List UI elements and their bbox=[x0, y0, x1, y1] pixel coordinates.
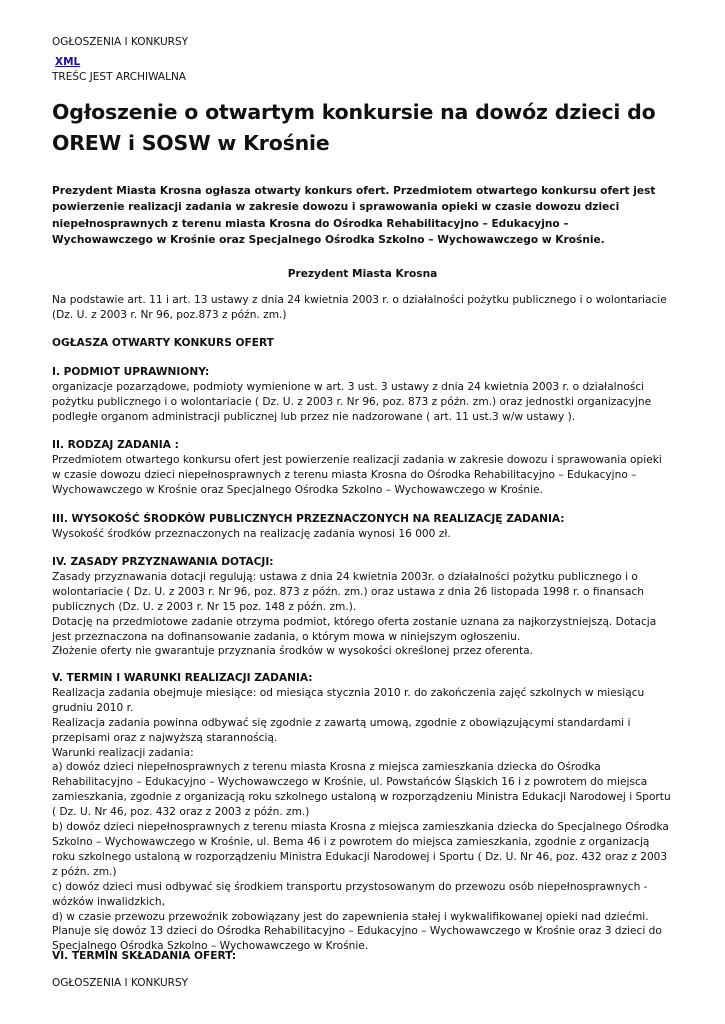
announce-heading: OGŁASZA OTWARTY KONKURS OFERT bbox=[52, 337, 274, 349]
page-title: Ogłoszenie o otwartym konkursie na dowóz dzieci do OREW i SOSW w Krośnie bbox=[52, 100, 656, 155]
legal-basis: Na podstawie art. 11 i art. 13 ustawy z dnia 24 kwietnia 2003 r. o działalności pożytku publicznego i o wolontariacie (Dz. U. z 2003 r. Nr 96, poz.873 z późn. zm.) bbox=[52, 294, 667, 321]
section-3-text: Wysokość środków przeznaczonych na realizację zadania wynosi 16 000 zł. bbox=[52, 527, 451, 540]
section-2-text: Przedmiotem otwartego konkursu ofert jest powierzenie realizacji zadania w zakresie dowozu i sprawowania opieki w czasie dowozu dzieci niepełnosprawnych z terenu miasta Krosna do Ośrodka Rehabilitacyjno – Edukacyjno – Wychowawczego w Krośnie oraz Specjalnego Ośrodka Szkolno – Wychowawczego w Krośnie. bbox=[52, 453, 662, 496]
section-4-paragraph: Zasady przyznawania dotacji regulują: ustawa z dnia 24 kwietnia 2003r. o działalności pożytku publicznego i o wolontariacie ( Dz. U. z 2003 r. Nr 96, poz. 873 z późn. zm.) oraz ustawa z dnia 26 listopada 1998 r. o finansach publicznych (Dz. U. z 2003 r. Nr 15 poz. 148 z późn. zm.). bbox=[52, 570, 644, 613]
section-1-text: organizacje pozarządowe, podmioty wymienione w art. 3 ust. 3 ustawy z dnia 24 kwietnia 2003 r. o działalności pożytku publicznego i o wolontariacie ( Dz. U. z 2003 r. Nr 96, poz. 873 z późn. zm.) oraz jednostki organizacyjne podległe organom administracji publicznej lub przez nie nadzorowane ( art. 11 ust.3 w/w ustawy ). bbox=[52, 380, 652, 423]
archive-note: TREŚC JEST ARCHIWALNA bbox=[52, 71, 186, 83]
section-1-heading: I. PODMIOT UPRAWNIONY: bbox=[52, 366, 210, 378]
xml-link-row bbox=[52, 55, 673, 70]
section-5-paragraph: Realizacja zadania obejmuje miesiące: od miesiąca stycznia 2010 r. do zakończenia zajęć szkolnych w miesiącu grudniu 2010 r. bbox=[52, 686, 645, 714]
section-2 bbox=[52, 438, 673, 498]
condition-a: a) dowóz dzieci niepełnosprawnych z terenu miasta Krosna z miejsca zamieszkania dziecka do Ośrodka Rehabilitacyjno – Edukacyjno – Wychowawczego w Krośnie, ul. Powstańców Śląskich 16 i z powrotem do miejsca zamieszkania, zgodnie z organizacją roku szkolnego ustaloną w rozporządzeniu Ministra Edukacji Narodowej i Sportu ( Dz. U. Nr 46, poz. 432 oraz z 2003 z późn. zm.) bbox=[52, 761, 671, 819]
section-5-paragraph: Planuje się dowóz 13 dzieci do Ośrodka Rehabilitacyjno – Edukacyjno – Wychowawczego w Krośnie oraz 3 dzieci do Specjalnego Ośrodka Szkolno – Wychowawczego w Krośnie. bbox=[52, 925, 662, 953]
condition-c: c) dowóz dzieci musi odbywać się środkiem transportu przystosowanym do przewozu osób niepełnosprawnych - wózków inwalidzkich, bbox=[52, 880, 648, 908]
section-5-paragraph: Realizacja zadania powinna odbywać się zgodnie z zawartą umową, zgodnie z obowiązującymi standardami i przepisami oraz z najwyższą starannością. bbox=[52, 716, 631, 744]
section-3-heading: III. WYSOKOŚĆ ŚRODKÓW PUBLICZNYCH PRZEZNACZONYCH NA REALIZACJĘ ZADANIA: bbox=[52, 513, 565, 525]
section-6-heading: VI. TERMIN SKŁADANIA OFERT: bbox=[52, 950, 237, 962]
section-4-paragraph: Dotację na przedmiotowe zadanie otrzyma podmiot, którego oferta zostanie uznana za najkorzystniejszą. Dotacja jest przeznaczona na dofinansowanie zadania, o którym mowa w niniejszym ogłoszeniu. bbox=[52, 615, 657, 643]
xml-link[interactable]: XML bbox=[55, 56, 81, 68]
issuer-heading: Prezydent Miasta Krosna bbox=[287, 268, 438, 280]
condition-b: b) dowóz dzieci niepełnosprawnych z terenu miasta Krosna z miejsca zamieszkania dziecka do Specjalnego Ośrodka Szkolno – Wychowawczego w Krośnie, ul. Bema 46 i z powrotem do miejsca zamieszkania, zgodnie z organizacją roku szkolnego ustaloną w rozporządzeniu Ministra Edukacji Narodowej i Sportu ( Dz. U. Nr 46, poz. 432 oraz z 2003 z późn. zm.) bbox=[52, 821, 669, 878]
lead-paragraph: Prezydent Miasta Krosna ogłasza otwarty konkurs ofert. Przedmiotem otwartego konkursu ofert jest powierzenie realizacji zadania w zakresie dowozu i sprawowania opieki w czasie dowozu dzieci niepełnosprawnych z terenu miasta Krosna do Ośrodka Rehabilitacyjno – Edukacyjno – Wychowawczego w Krośnie oraz Specjalnego Ośrodka Szkolno – Wychowawczego w Krośnie. bbox=[52, 185, 656, 246]
section-5 bbox=[52, 671, 673, 954]
section-4-paragraph: Złożenie oferty nie gwarantuje przyznania środków w wysokości określonej przez oferenta. bbox=[52, 645, 534, 658]
section-4 bbox=[52, 555, 673, 659]
category-label: OGŁOSZENIA I KONKURSY bbox=[52, 36, 189, 48]
condition-d: d) w czasie przewozu przewoźnik zobowiązany jest do zapewnienia stałej i wykwalifikowanej opieki nad dziećmi. bbox=[52, 910, 649, 923]
section-3 bbox=[52, 512, 673, 542]
section-1 bbox=[52, 365, 673, 425]
section-2-heading: II. RODZAJ ZADANIA : bbox=[52, 439, 179, 451]
section-4-heading: IV. ZASADY PRZYZNAWANIA DOTACJI: bbox=[52, 556, 274, 568]
footer-category-label: OGŁOSZENIA I KONKURSY bbox=[52, 977, 189, 989]
section-5-heading: V. TERMIN I WARUNKI REALIZACJI ZADANIA: bbox=[52, 672, 313, 684]
section-5-paragraph: Warunki realizacji zadania: bbox=[52, 746, 194, 759]
